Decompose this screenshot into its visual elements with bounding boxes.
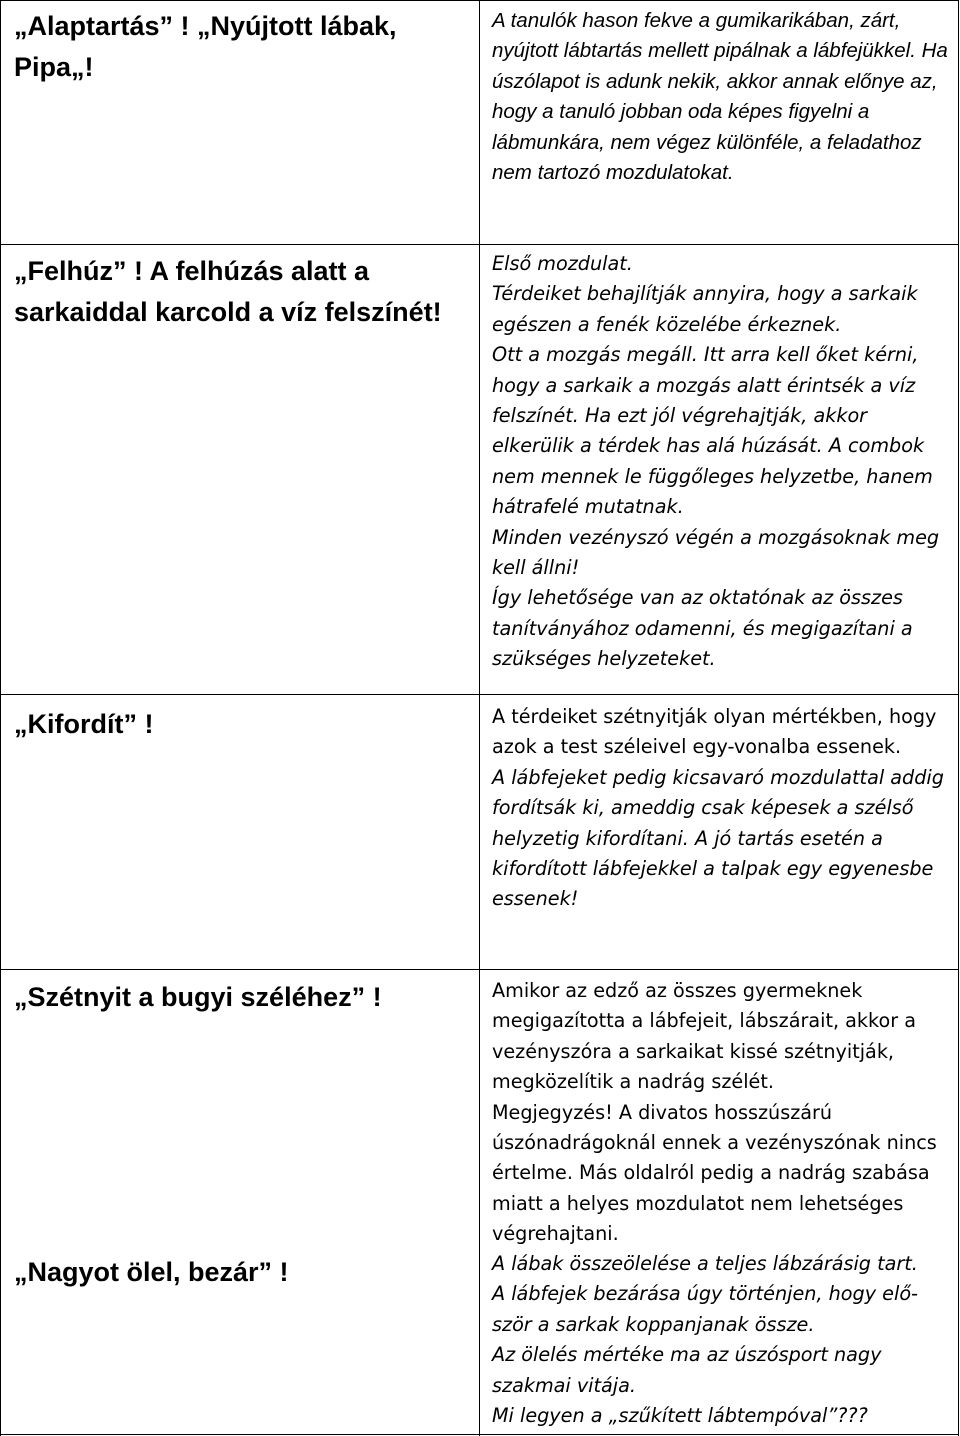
command-cell: „Nagyot ölel, bezár” ! — [14, 1257, 289, 1287]
command-cell: „Szétnyit a bugyi széléhez” ! — [14, 982, 382, 1012]
description-paragraph: Minden vezényszó végén a mozgásoknak meg kell állni! — [492, 525, 940, 580]
description-cell — [492, 702, 952, 915]
description-paragraph: Mi legyen a „szűkített lábtempóval”??? — [492, 1404, 868, 1428]
description-cell — [492, 976, 952, 1250]
description-paragraph: A térdeiket szétnyitják olyan mértékben, hogy azok a test széleivel egy-vonalba essenek. — [492, 705, 937, 759]
row-divider — [0, 694, 959, 695]
command-cell: „Kifordít” ! — [14, 709, 154, 739]
description-paragraph: Megjegyzés! A divatos hosszúszárú úszónadrágoknál ennek a vezényszónak nincs értelme. Más oldalról pedig a nadrág szabása miatt a helyes mozdulatot nem lehetséges végrehajtani. — [492, 1100, 937, 1246]
row-divider — [0, 244, 959, 245]
table-border-right — [958, 0, 959, 1436]
description-paragraph: A lábak összeölelése a teljes lábzárásig tart. — [492, 1252, 918, 1275]
description-paragraph: A lábfejek bezárása úgy történjen, hogy elő-ször a sarkak koppanjanak össze. — [492, 1282, 918, 1336]
description-paragraph: Így lehetősége van az oktatónak az összes tanítványához odamenni, és megigazítani a szükséges helyzeteket. — [492, 586, 913, 671]
table-border-left — [0, 0, 1, 1436]
row-divider — [0, 969, 959, 970]
description-cell — [492, 1249, 952, 1431]
description-paragraph: A tanulók hason fekve a gumikarikában, zárt, nyújtott lábtartás mellett pipálnak a lábfejükkel. Ha úszólapot is adunk nekik, akkor annak előnye az, hogy a tanuló jobban oda képes figyelni a lábmunkára, nem végez különféle, a feladathoz nem tartozó mozdulatokat. — [492, 9, 948, 185]
description-paragraph: Térdeiket behajlítják annyira, hogy a sarkaik egészen a fenék közelébe érkeznek. — [492, 282, 918, 336]
description-paragraph: Amikor az edző az összes gyermeknek megigazította a lábfejeit, lábszárait, akkor a vezényszóra a sarkaikat kissé szétnyitják, megközelítik a nadrág szélét. — [492, 979, 916, 1094]
description-paragraph: Az ölelés mértéke ma az úszósport nagy szakmai vitája. — [492, 1343, 882, 1397]
table-border-bottom — [0, 1434, 959, 1435]
description-paragraph: Ott a mozgás megáll. Itt arra kell őket kérni, hogy a sarkaik a mozgás alatt érintsék a víz felszínét. Ha ezt jól végrehajtják, akkor elkerülik a térdek has alá húzását. A combok nem mennek le függőleges helyzetbe, hanem hátrafelé mutatnak. — [492, 343, 933, 519]
description-paragraph: Első mozdulat. — [492, 252, 633, 275]
table-column-divider — [479, 0, 480, 1436]
command-cell: „Alaptartás” ! „Nyújtott lábak, Pipa„! — [14, 11, 397, 82]
description-paragraph: A lábfejeket pedig kicsavaró mozdulattal addig fordítsák ki, ameddig csak képesek a szélső helyzetig kifordítani. A jó tartás esetén a kifordított lábfejekkel a talpak egy egyenesbe essenek! — [492, 765, 944, 911]
description-cell — [492, 249, 952, 675]
table-border-top — [0, 0, 959, 1]
command-cell: „Felhúz” ! A felhúzás alatt a sarkaiddal karcold a víz felszínét! — [14, 256, 442, 327]
description-cell — [492, 6, 952, 188]
